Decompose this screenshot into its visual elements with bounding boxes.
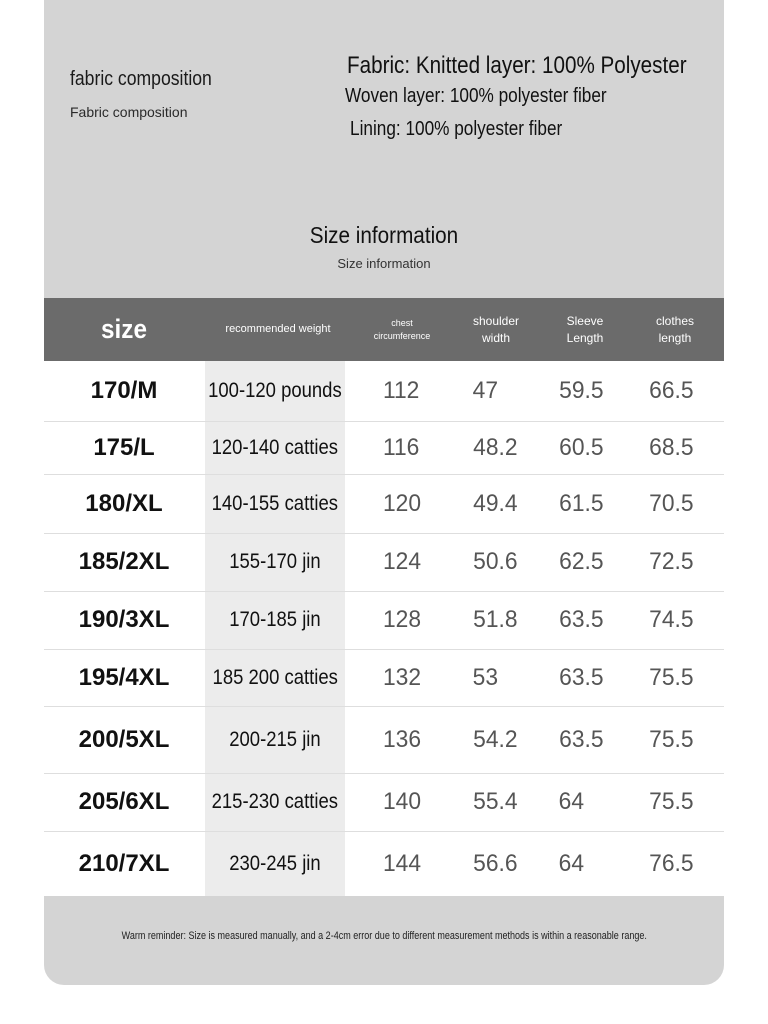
header-length	[630, 298, 720, 361]
cell-length	[648, 591, 695, 649]
cell-size	[44, 533, 204, 591]
cell-sleeve-value: 60.5	[559, 433, 604, 461]
cell-size-value: 200/5XL	[78, 725, 170, 753]
cell-length	[648, 649, 695, 706]
cell-size-value: 210/7XL	[78, 849, 170, 877]
size-information-title: Size information	[309, 222, 459, 248]
cell-weight	[205, 773, 345, 831]
fabric-line: Lining: 100% polyester fiber	[350, 118, 563, 140]
cell-chest	[382, 649, 422, 706]
cell-length-value: 74.5	[649, 606, 694, 633]
fabric-line: Fabric: Knitted layer: 100% Polyester	[347, 52, 687, 79]
cell-shoulder-value: 49.4	[473, 489, 518, 517]
cell-shoulder-value: 55.4	[473, 788, 518, 815]
warm-reminder-text: Warm reminder: Size is measured manually, and a 2-4cm error due to different measurement methods is within a reasonable range.	[121, 930, 647, 942]
cell-shoulder-value: 54.2	[473, 725, 518, 753]
cell-length-value: 72.5	[649, 548, 694, 575]
cell-shoulder-value: 53	[472, 663, 499, 691]
header-recommended-weight: recommended weight	[225, 322, 331, 335]
cell-shoulder-value: 56.6	[473, 849, 518, 877]
cell-shoulder	[472, 591, 519, 649]
cell-size-value: 170/M	[90, 377, 158, 404]
cell-size-value: 185/2XL	[78, 548, 170, 575]
cell-length	[648, 533, 695, 591]
cell-sleeve	[558, 649, 605, 706]
cell-chest	[382, 591, 422, 649]
header-chest-label: chest circumference	[373, 317, 431, 341]
cell-sleeve-value: 63.5	[559, 663, 604, 691]
cell-weight	[205, 474, 345, 533]
cell-size	[44, 474, 204, 533]
cell-length-value: 66.5	[649, 377, 694, 404]
cell-weight-value: 185 200 catties	[212, 665, 338, 689]
cell-weight	[205, 591, 345, 649]
cell-chest	[382, 533, 422, 591]
cell-sleeve	[558, 474, 605, 533]
table-row	[44, 649, 724, 707]
cell-weight	[205, 649, 345, 706]
cell-sleeve	[558, 706, 605, 773]
cell-length	[648, 706, 695, 773]
cell-shoulder-value: 50.6	[473, 548, 518, 575]
cell-sleeve	[558, 533, 605, 591]
fabric-line: Woven layer: 100% polyester fiber	[345, 85, 607, 107]
fabric-composition-title: fabric composition	[70, 68, 212, 90]
cell-size	[44, 591, 204, 649]
cell-length-value: 76.5	[649, 849, 694, 877]
fabric-composition-subtitle: Fabric composition	[70, 104, 188, 120]
cell-shoulder	[472, 361, 499, 421]
cell-sleeve	[558, 831, 585, 896]
cell-sleeve-value: 63.5	[559, 725, 604, 753]
cell-weight	[205, 533, 345, 591]
cell-weight-value: 215-230 catties	[211, 790, 339, 813]
cell-sleeve-value: 62.5	[559, 548, 604, 575]
cell-length-value: 75.5	[649, 788, 694, 815]
cell-shoulder	[472, 706, 519, 773]
cell-size-value: 180/XL	[85, 489, 163, 517]
cell-size-value: 195/4XL	[78, 663, 170, 691]
cell-weight-value: 155-170 jin	[229, 550, 321, 573]
cell-shoulder	[472, 421, 519, 474]
cell-length-value: 75.5	[649, 725, 694, 753]
table-row	[44, 831, 724, 896]
header-sleeve-label: Sleeve Length	[566, 313, 604, 345]
cell-sleeve	[558, 591, 605, 649]
cell-size	[44, 361, 204, 421]
size-information-subtitle: Size information	[337, 256, 431, 271]
cell-sleeve-value: 64	[558, 849, 585, 877]
cell-chest-value: 124	[383, 548, 422, 575]
cell-shoulder	[472, 831, 519, 896]
cell-length	[648, 421, 695, 474]
table-header	[44, 298, 724, 361]
cell-weight-value: 170-185 jin	[229, 608, 321, 631]
cell-shoulder-value: 47	[472, 377, 499, 404]
cell-size	[44, 649, 204, 706]
cell-sleeve-value: 61.5	[559, 489, 604, 517]
cell-chest	[382, 773, 422, 831]
cell-length-value: 68.5	[649, 433, 694, 461]
warm-reminder	[44, 930, 724, 942]
cell-length	[648, 361, 695, 421]
cell-weight	[205, 831, 345, 896]
header-length-label: clothes length	[655, 313, 695, 345]
table-row	[44, 533, 724, 592]
cell-shoulder	[472, 533, 519, 591]
cell-chest	[382, 474, 422, 533]
cell-size	[44, 706, 204, 773]
header-shoulder	[452, 298, 540, 361]
table-row	[44, 474, 724, 534]
table-row	[44, 421, 724, 475]
cell-sleeve-value: 63.5	[559, 606, 604, 633]
cell-length-value: 75.5	[649, 663, 694, 691]
cell-sleeve-value: 64	[558, 788, 585, 815]
cell-length	[648, 831, 695, 896]
cell-size	[44, 831, 204, 896]
cell-weight-value: 120-140 catties	[211, 435, 339, 459]
cell-sleeve	[558, 421, 605, 474]
cell-chest	[382, 831, 422, 896]
cell-size-value: 205/6XL	[78, 788, 170, 815]
table-row	[44, 773, 724, 832]
cell-shoulder	[472, 773, 519, 831]
table-row	[44, 591, 724, 650]
cell-chest-value: 136	[383, 725, 422, 753]
table-row	[44, 361, 724, 422]
header-sleeve	[540, 298, 630, 361]
cell-weight	[205, 361, 345, 421]
cell-shoulder	[472, 649, 499, 706]
cell-shoulder-value: 51.8	[473, 606, 518, 633]
cell-chest-value: 144	[383, 849, 422, 877]
cell-weight-value: 230-245 jin	[229, 851, 321, 875]
cell-chest	[382, 706, 422, 773]
cell-length	[648, 773, 695, 831]
cell-length	[648, 474, 695, 533]
cell-chest-value: 132	[383, 663, 422, 691]
cell-weight-value: 100-120 pounds	[208, 379, 342, 402]
size-chart-card	[44, 0, 724, 985]
cell-shoulder-value: 48.2	[473, 433, 518, 461]
cell-size-value: 190/3XL	[78, 606, 170, 633]
table-row	[44, 706, 724, 774]
cell-chest	[382, 421, 420, 474]
cell-chest-value: 112	[382, 377, 420, 404]
cell-sleeve-value: 59.5	[559, 377, 604, 404]
cell-sleeve	[558, 361, 605, 421]
cell-shoulder	[472, 474, 519, 533]
cell-size	[44, 421, 204, 474]
size-table	[44, 298, 724, 896]
header-size: size	[101, 313, 147, 344]
cell-chest-value: 120	[383, 489, 422, 517]
cell-chest	[382, 361, 420, 421]
cell-sleeve	[558, 773, 585, 831]
header-shoulder-label: shoulder width	[472, 313, 520, 345]
cell-chest-value: 116	[382, 433, 420, 461]
cell-chest-value: 140	[383, 788, 422, 815]
cell-weight-value: 200-215 jin	[229, 727, 321, 751]
cell-weight-value: 140-155 catties	[211, 491, 339, 515]
cell-length-value: 70.5	[649, 489, 694, 517]
cell-size	[44, 773, 204, 831]
cell-weight	[205, 421, 345, 474]
cell-weight	[205, 706, 345, 773]
cell-size-value: 175/L	[93, 433, 155, 461]
cell-chest-value: 128	[383, 606, 422, 633]
header-chest	[352, 298, 452, 361]
